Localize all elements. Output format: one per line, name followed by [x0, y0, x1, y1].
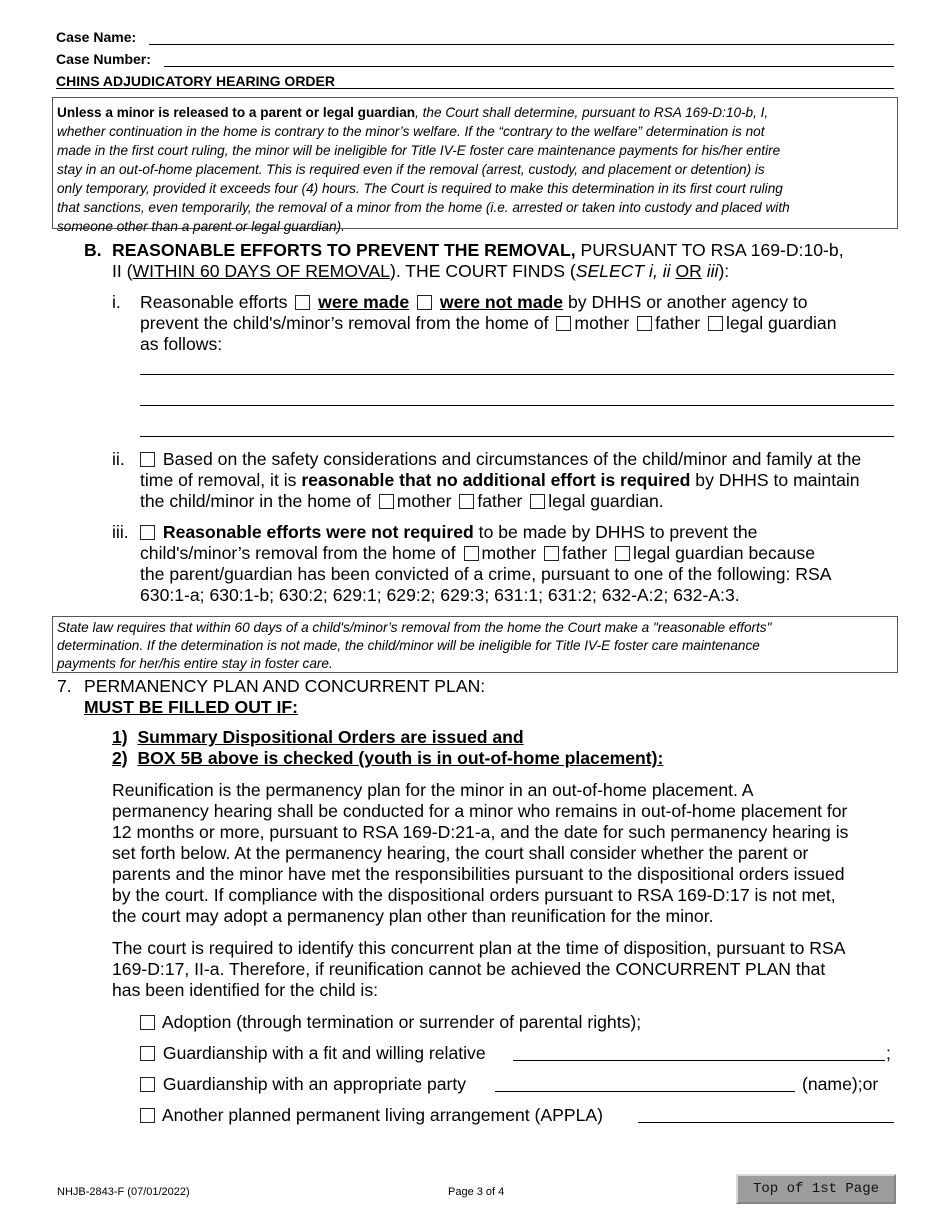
notice-text: made in the first court ruling, the minor will be ineligible for Title IV-E foster care maintenance payments for his/her entire — [57, 143, 781, 158]
notice-text: only temporary, provided it exceeds four (4) hours. The Court is required to make this determination in its first court ruling — [57, 181, 783, 196]
efforts-line-3[interactable] — [140, 436, 894, 437]
notice-text: someone other than a parent or legal guardian). — [57, 219, 345, 234]
section-7-conditions: 1) Summary Dispositional Orders are issued and 2) BOX 5B above is checked (youth is in out-of-home placement): — [112, 727, 664, 768]
option-party: Guardianship with an appropriate party — [140, 1074, 466, 1095]
item-ii-mother-checkbox[interactable] — [379, 494, 394, 509]
concurrent-plan-paragraph: The court is required to identify this concurrent plan at the time of disposition, pursuant to RSA 169-D:17, II-a. Therefore, if reunification cannot be achieved the CONCURRENT PLAN that has been identified for the child is: — [112, 938, 846, 1000]
notice-text: stay in an out-of-home placement. This is required even if the removal (arrest, custody, and placement or detention) is — [57, 162, 765, 177]
item-i-father-checkbox[interactable] — [637, 316, 652, 331]
option-appla: Another planned permanent living arrangement (APPLA) — [140, 1105, 603, 1126]
reasonable-efforts-notice — [52, 616, 898, 673]
were-not-made-checkbox[interactable] — [417, 295, 432, 310]
were-made-checkbox[interactable] — [295, 295, 310, 310]
item-iii-checkbox[interactable] — [140, 525, 155, 540]
item-iii-mother-checkbox[interactable] — [464, 546, 479, 561]
appla-field[interactable] — [638, 1122, 894, 1123]
item-iii-number: iii. — [112, 522, 129, 542]
form-id: NHJB-2843-F (07/01/2022) — [57, 1186, 190, 1198]
option-adoption: Adoption (through termination or surrender of parental rights); — [140, 1012, 641, 1033]
party-checkbox[interactable] — [140, 1077, 155, 1092]
contrary-to-welfare-notice — [52, 97, 898, 234]
item-ii-text: Based on the safety considerations and circumstances of the child/minor and family at the time of removal, it is reasonable that no additional effort is required by DHHS to maintain the child/minor in the home of mother father legal guardian. — [140, 449, 862, 511]
item-ii-number: ii. — [112, 449, 125, 469]
section-b-letter: B. — [84, 240, 102, 260]
efforts-line-2[interactable] — [140, 405, 894, 406]
section-7-heading: PERMANENCY PLAN AND CONCURRENT PLAN: MUST BE FILLED OUT IF: — [84, 676, 486, 717]
party-name-field[interactable] — [495, 1091, 795, 1092]
item-i-text: Reasonable efforts were made were not made by DHHS or another agency to prevent the child's/minor’s removal from the home of mother father legal guardian as follows: — [140, 292, 837, 354]
notice-bold-lead: Unless a minor is released to a parent or legal guardian — [57, 105, 416, 120]
notice-text: payments for her/his entire stay in foster care. — [57, 656, 333, 671]
adoption-checkbox[interactable] — [140, 1015, 155, 1030]
item-iii-text: Reasonable efforts were not required to be made by DHHS to prevent the child's/minor’s removal from the home of mother father legal guardian because the parent/guardian has been convicted of a crime, pursuant to one of the following: RSA 630:1-a; 630:1-b; 630:2; 629:1; 629:2; 629:3; 631:1; 631:2; 632-A:2; 632-A:3. — [140, 522, 832, 605]
case-name-label: Case Name: — [56, 29, 137, 45]
reunification-paragraph: Reunification is the permanency plan for the minor in an out-of-home placement. A permanency hearing shall be conducted for a minor who remains in out-of-home placement for 12 months or more, pursuant to RSA 169-D:21-a, and the date for such permanency hearing is set forth below. At the permanency hearing, the court shall consider whether the parent or parents and the minor have met the responsibilities pursuant to the dispositional orders issued by the court. If compliance with the dispositional orders pursuant to RSA 169-D:17 is not met, the court may adopt a permanency plan other than reunification for the minor. — [112, 780, 849, 926]
form-title: CHINS ADJUDICATORY HEARING ORDER — [56, 73, 335, 89]
case-name-field[interactable] — [149, 44, 894, 45]
relative-name-field[interactable] — [513, 1060, 885, 1061]
top-of-first-page-button[interactable]: Top of 1st Page — [736, 1174, 896, 1204]
case-number-field[interactable] — [164, 66, 894, 67]
case-number-label: Case Number: — [56, 51, 151, 67]
item-ii-father-checkbox[interactable] — [459, 494, 474, 509]
notice-text: , the Court shall determine, pursuant to RSA 169-D:10-b, I, — [415, 105, 769, 120]
section-b-heading: REASONABLE EFFORTS TO PREVENT THE REMOVAL, PURSUANT TO RSA 169-D:10-b, II (WITHIN 60 DAYS OF REMOVAL). THE COURT FINDS (SELECT i, ii OR iii): — [112, 240, 844, 281]
item-i-guardian-checkbox[interactable] — [708, 316, 723, 331]
notice-text: whether continuation in the home is contrary to the minor’s welfare. If the “contrary to the welfare” determination is not — [57, 124, 765, 139]
notice-text: that sanctions, even temporarily, the removal of a minor from the home (i.e. arrested or taken into custody and placed with — [57, 200, 790, 215]
form-title-underline — [56, 88, 894, 89]
item-i-number: i. — [112, 292, 121, 312]
item-iii-guardian-checkbox[interactable] — [615, 546, 630, 561]
item-ii-guardian-checkbox[interactable] — [530, 494, 545, 509]
notice-text: State law requires that within 60 days of a child's/minor’s removal from the home the Court make a "reasonable efforts" — [57, 620, 772, 635]
item-ii-checkbox[interactable] — [140, 452, 155, 467]
option-relative: Guardianship with a fit and willing relative — [140, 1043, 486, 1064]
appla-checkbox[interactable] — [140, 1108, 155, 1123]
efforts-line-1[interactable] — [140, 374, 894, 375]
item-iii-father-checkbox[interactable] — [544, 546, 559, 561]
section-7-number: 7. — [57, 676, 72, 696]
page-number: Page 3 of 4 — [448, 1186, 505, 1198]
party-end: (name);or — [802, 1074, 879, 1094]
relative-checkbox[interactable] — [140, 1046, 155, 1061]
item-i-mother-checkbox[interactable] — [556, 316, 571, 331]
relative-end: ; — [886, 1043, 891, 1063]
notice-text: determination. If the determination is not made, the child/minor will be ineligible for Title IV-E foster care maintenance — [57, 638, 760, 653]
